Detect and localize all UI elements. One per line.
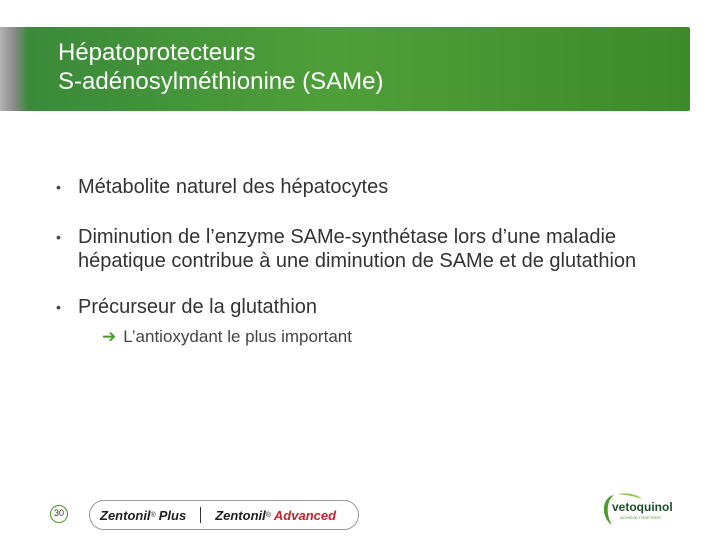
brand-1-suffix: Plus bbox=[158, 507, 187, 523]
registered-mark: ® bbox=[265, 511, 271, 519]
bullet-list bbox=[56, 175, 696, 347]
bullet-item-1 bbox=[56, 175, 696, 199]
title-line-1: Hépatoprotecteurs bbox=[58, 39, 256, 66]
title-line-2: S-adénosylméthionine (SAMe) bbox=[58, 68, 384, 95]
logo-tagline: ACHIEVE TOGETHER bbox=[620, 515, 661, 520]
bullet-text: Métabolite naturel des hépatocytes bbox=[78, 176, 389, 198]
brand-2-name: Zentonil bbox=[215, 507, 266, 523]
vetoquinol-logo bbox=[598, 491, 690, 535]
sub-bullet bbox=[78, 327, 696, 347]
sub-bullet-text: L’antioxydant le plus important bbox=[123, 327, 352, 346]
bullet-dot-icon: • bbox=[56, 179, 61, 195]
brand-divider bbox=[200, 507, 201, 523]
bullet-dot-icon: • bbox=[56, 299, 61, 315]
brand-1-name: Zentonil bbox=[100, 507, 151, 523]
bullet-text: Diminution de l’enzyme SAMe-synthétase lors d’une maladie hépatique contribue à une diminution de SAMe et de glutathion bbox=[78, 226, 637, 272]
bullet-item-3 bbox=[56, 295, 696, 347]
bullet-dot-icon: • bbox=[56, 229, 61, 245]
arrow-right-icon: ➔ bbox=[102, 327, 117, 346]
registered-mark: ® bbox=[150, 511, 156, 519]
bullet-text: Précurseur de la glutathion bbox=[78, 296, 318, 318]
slide-title bbox=[58, 38, 384, 96]
logo-wordmark: vetoquinol bbox=[612, 500, 673, 514]
bullet-item-2 bbox=[56, 225, 696, 273]
brand-2-suffix: Advanced bbox=[273, 507, 337, 523]
product-brand-banner bbox=[89, 500, 359, 530]
page-number: 30 bbox=[50, 505, 68, 523]
